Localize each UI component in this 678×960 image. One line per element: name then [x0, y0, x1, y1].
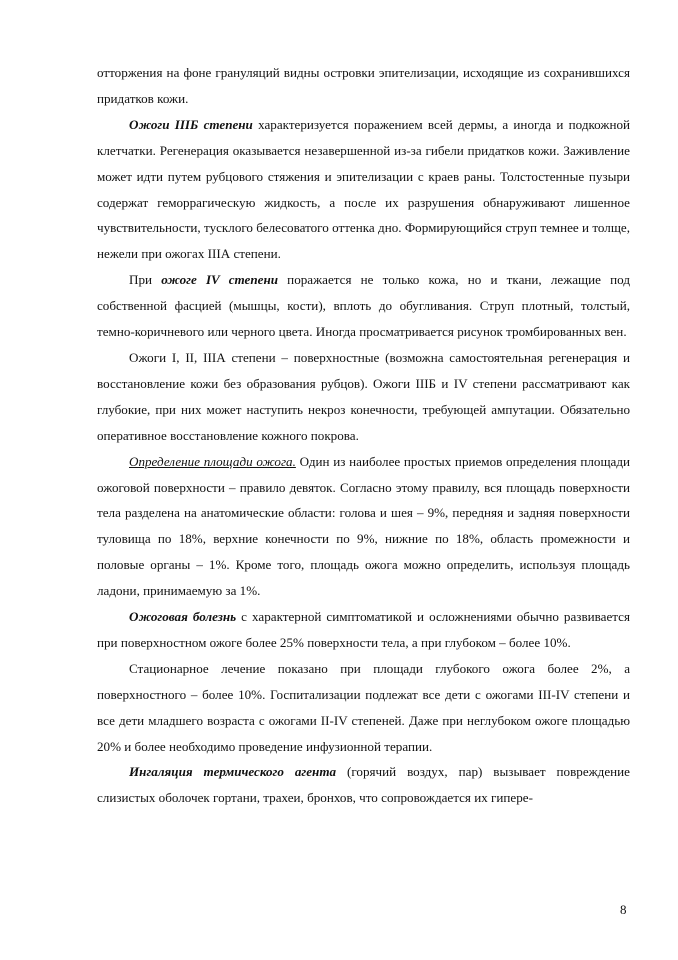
paragraph-body: Один из наиболее простых приемов определения площади ожоговой поверхности – правило девяток. Согласно этому правилу, вся площадь поверхности тела разделена на анатомические области: голова и шея – 9%, передняя и задняя поверхности туловища по 18%, верхние конечности по 9%, нижние по 18%, область промежности и половые органы – 1%. Кроме того, площадь ожога можно определить, используя площадь ладони, принимаемую за 1%.	[97, 453, 631, 599]
page-number: 8	[620, 902, 627, 917]
paragraph-inhalation	[97, 759, 630, 811]
paragraph-continuation: отторжения на фоне грануляций видны островки эпителизации, исходящие из сохранившихся придатков кожи.	[97, 65, 630, 106]
paragraph-body: с характерной симптоматикой и осложнениями обычно развивается при поверхностном ожоге более 25% поверхности тела, а при глубоком – более 10%.	[97, 609, 630, 650]
term-burns-iv: ожоге IV степени	[161, 272, 278, 288]
paragraph-prefix: При	[129, 272, 162, 288]
paragraph-inpatient-treatment: Стационарное лечение показано при площади глубокого ожога более 2%, а поверхностного – более 10%. Госпитализации подлежат все дети с ожогами III-IV степени и все дети младшего возраста с ожогами II-IV степеней. Даже при неглубоком ожоге площадью 20% и более необходимо проведение инфузионной терапии.	[97, 660, 630, 754]
paragraph-burns-iv	[97, 267, 630, 345]
term-burn-disease: Ожоговая болезнь	[129, 609, 237, 625]
paragraph-burn-area	[97, 449, 630, 604]
paragraph-burn-disease	[97, 604, 630, 656]
term-inhalation: Ингаляция термического агента	[129, 764, 337, 780]
paragraph-burn-classification: Ожоги I, II, IIIА степени – поверхностные (возможна самостоятельная регенерация и восстановление кожи без образования рубцов). Ожоги IIIБ и IV степени рассматривают как глубокие, при них может наступить некроз конечности, требующей ампутации. Обязательно оперативное восстановление кожного покрова.	[97, 349, 630, 443]
paragraph-body: поражается не только кожа, но и ткани, лежащие под собственной фасцией (мышцы, кости), вплоть до обугливания. Струп плотный, толстый, темно-коричневого или черного цвета. Иногда просматривается рисунок тромбированных вен.	[97, 272, 630, 340]
paragraph-body: характеризуется поражением всей дермы, а иногда и подкожной клетчатки. Регенерация оказывается незавершенной из-за гибели придатков кожи. Заживление может идти путем рубцового стяжения и эпителизации с краев раны. Толстостенные пузыри содержат геморрагическую жидкость, а после их разрушения обнаруживают лишенное чувствительности, тусклого белесоватого оттенка дно. Формирующийся струп темнее и толще, нежели при ожогах IIIА степени.	[97, 116, 630, 262]
body-text	[97, 60, 630, 811]
term-burns-iiib: Ожоги IIIБ степени	[129, 116, 253, 132]
paragraph-body: (горячий воздух, пар) вызывает повреждение слизистых оболочек гортани, трахеи, бронхов, что сопровождается их гипере-	[97, 764, 630, 806]
term-burn-area: Определение площади ожога.	[129, 453, 296, 469]
paragraph-burns-iiib	[97, 112, 630, 267]
